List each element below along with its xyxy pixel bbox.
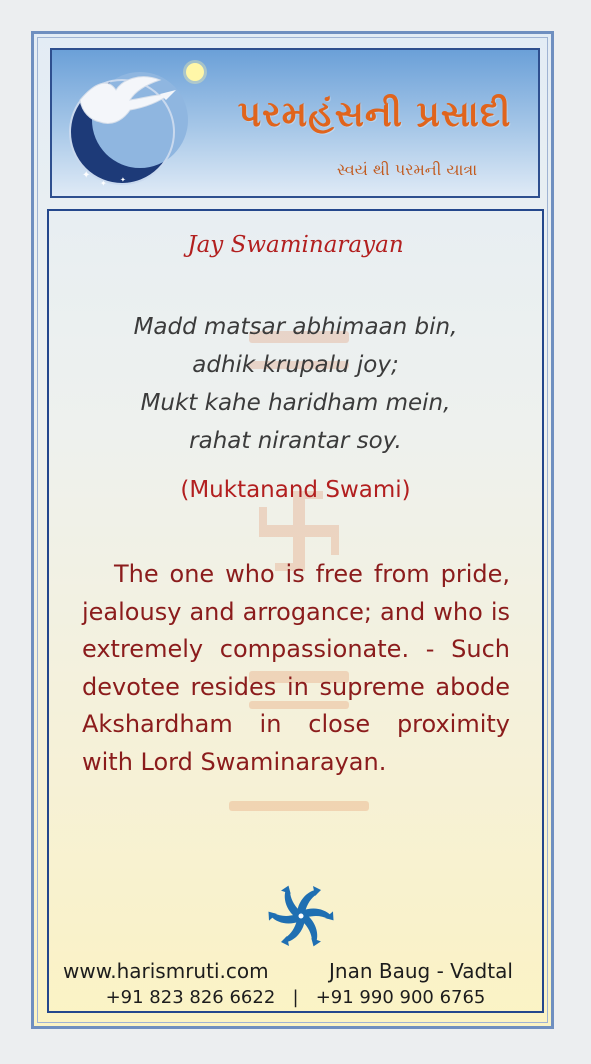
verse-line: Madd matsar abhimaan bin, — [133, 314, 458, 340]
translation-text: The one who is free from pride, jealousy and arrogance; and who is extremely compassionate. - Such devotee resides in supreme abode Akshardham in close proximity with Lord Swaminarayan. — [82, 560, 510, 776]
phone-2[interactable]: +91 990 900 6765 — [315, 987, 486, 1008]
phone-separator: | — [292, 987, 299, 1008]
translation-paragraph — [82, 556, 510, 781]
location-text: Jnan Baug - Vadtal — [329, 959, 513, 983]
app-subtitle: સ્વયં થી પરમની યાત્રા — [336, 160, 478, 179]
svg-text:✦: ✦ — [100, 179, 107, 188]
phone-1[interactable]: +91 823 826 6622 — [105, 987, 276, 1008]
swastik-emblem-icon — [265, 878, 337, 954]
verse-line: Mukt kahe haridham mein, — [140, 390, 451, 416]
website-link[interactable]: www.harismruti.com — [63, 959, 269, 983]
verse-line: rahat nirantar soy. — [189, 428, 402, 454]
svg-text:✦: ✦ — [82, 170, 91, 181]
verse-author: (Muktanand Swami) — [180, 477, 411, 503]
phone-numbers — [49, 987, 542, 1008]
app-title: પરમહંસની પ્રસાદી — [237, 94, 512, 135]
svg-text:✦: ✦ — [120, 176, 126, 184]
content-card — [47, 209, 544, 1013]
header-banner — [50, 48, 540, 198]
dove-moon-logo-icon — [60, 60, 210, 195]
verse-line: adhik krupalu joy; — [192, 352, 399, 378]
greeting: Jay Swaminarayan — [187, 232, 404, 258]
